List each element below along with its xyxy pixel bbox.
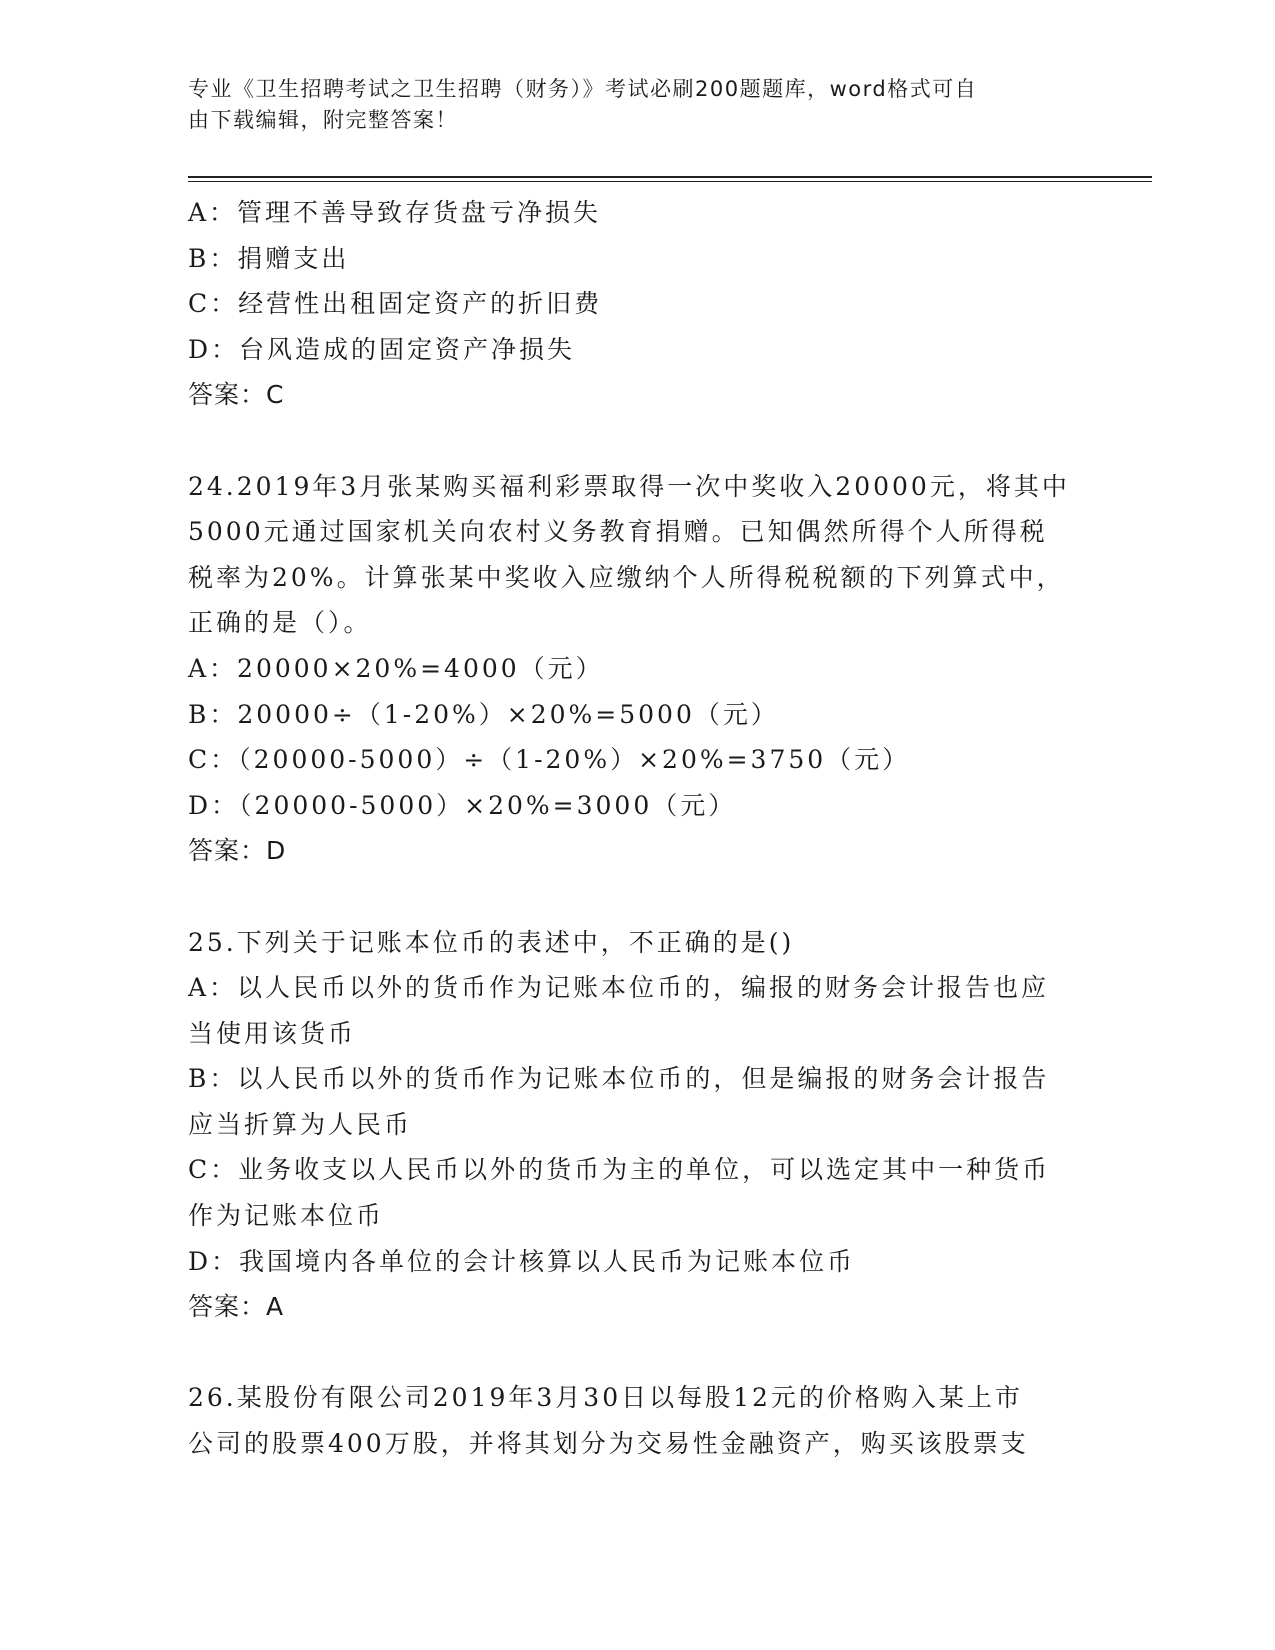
option-a-continued: 当使用该货币 (188, 1018, 357, 1048)
answer: 答案：D (188, 836, 287, 866)
question-23 (188, 190, 1088, 418)
header-divider-thick (188, 176, 1152, 178)
option-b-continued: 应当折算为人民币 (188, 1109, 413, 1139)
option-d: D：台风造成的固定资产净损失 (188, 334, 576, 364)
spacer (188, 418, 1088, 464)
document-header (188, 74, 1068, 136)
option-b: B：捐赠支出 (188, 243, 350, 273)
spacer (188, 874, 1088, 920)
header-divider-thin (188, 181, 1152, 182)
question-stem-line: 26.某股份有限公司2019年3月30日以每股12元的价格购入某上市 (188, 1383, 1023, 1413)
option-a: A：管理不善导致存货盘亏净损失 (188, 198, 602, 227)
spacer (188, 1330, 1088, 1376)
question-content (188, 190, 1088, 1467)
question-24 (188, 464, 1088, 874)
question-26 (188, 1375, 1088, 1466)
header-line-2: 由下载编辑，附完整答案！ (188, 108, 458, 132)
option-c: C：（20000-5000）÷（1-20%）×20%=3750（元） (188, 745, 911, 775)
option-c: C：业务收支以人民币以外的货币为主的单位，可以选定其中一种货币 (188, 1155, 1051, 1185)
option-d: D：（20000-5000）×20%=3000（元） (188, 790, 737, 820)
question-stem-line: 25.下列关于记账本位币的表述中，不正确的是() (188, 927, 795, 957)
answer: 答案：C (188, 380, 285, 410)
option-a: A：以人民币以外的货币作为记账本位币的，编报的财务会计报告也应 (188, 973, 1050, 1003)
question-stem-line: 正确的是（）。 (188, 608, 372, 638)
answer: 答案：A (188, 1292, 285, 1322)
option-a: A：20000×20%=4000（元） (188, 653, 604, 683)
question-stem-line: 公司的股票400万股，并将其划分为交易性金融资产，购买该股票支 (188, 1429, 1029, 1459)
question-25 (188, 920, 1088, 1330)
header-line-1: 专业《卫生招聘考试之卫生招聘（财务）》考试必刷200题题库，word格式可自 (188, 77, 978, 101)
option-c: C：经营性出租固定资产的折旧费 (188, 289, 603, 319)
question-stem-line: 税率为20%。计算张某中奖收入应缴纳个人所得税税额的下列算式中， (188, 562, 1065, 592)
option-d: D：我国境内各单位的会计核算以人民币为记账本位币 (188, 1246, 856, 1276)
question-stem-line: 24.2019年3月张某购买福利彩票取得一次中奖收入20000元，将其中 (188, 471, 1070, 501)
option-b: B：20000÷（1-20%）×20%=5000（元） (188, 699, 779, 729)
option-c-continued: 作为记账本位币 (188, 1201, 385, 1231)
option-b: B：以人民币以外的货币作为记账本位币的，但是编报的财务会计报告 (188, 1064, 1050, 1094)
question-stem-line: 5000元通过国家机关向农村义务教育捐赠。已知偶然所得个人所得税 (188, 517, 1048, 547)
